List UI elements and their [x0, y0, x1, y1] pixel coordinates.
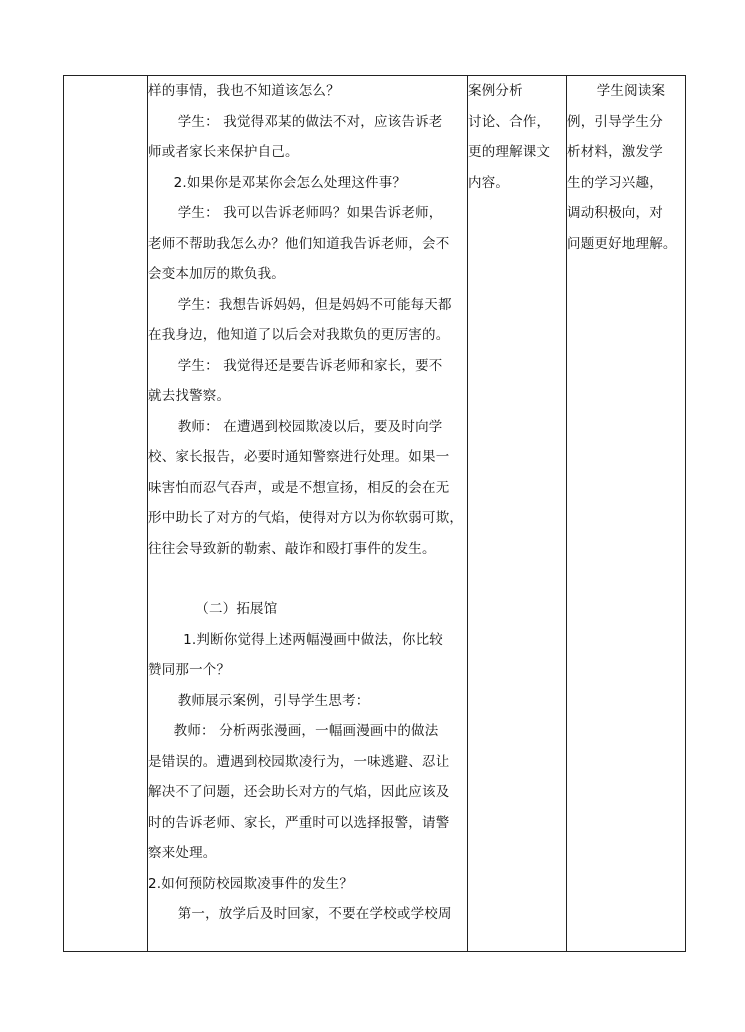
- text-line: 学生： 我觉得还是要告诉老师和家长，要不: [177, 357, 443, 374]
- text-line: 教师： 分析两张漫画，一幅画漫画中的做法: [173, 723, 439, 739]
- empty-cell: [64, 76, 148, 952]
- text-line: 在我身边，他知道了以后会对我欺负的更厉害的。: [148, 327, 450, 343]
- text-line: 调动积极向，对: [567, 205, 663, 221]
- text-line: 形中助长了对方的气焰，使得对方以为你软弱可欺，: [148, 510, 464, 526]
- text-line: 第一，放学后及时回家，不要在学校或学校周: [177, 906, 452, 922]
- text-line: 就去找警察。: [148, 388, 231, 404]
- question-line: 2.如何预防校园欺凌事件的发生？: [148, 875, 354, 892]
- text-line: 老师不帮助我怎么办？他们知道我告诉老师，会不: [148, 235, 450, 252]
- text-line: 是错误的。遭遇到校园欺凌行为，一味逃避、忍让: [148, 753, 450, 770]
- text-line: 样的事情，我也不知道该怎么？: [148, 83, 340, 99]
- spacer: [148, 564, 467, 594]
- text-line: 更的理解课文: [468, 144, 551, 160]
- text-line: 会变本加厉的欺负我。: [148, 266, 285, 282]
- text-line: 学生阅读案: [596, 83, 666, 99]
- text-line: 往往会导致新的勒索、敲诈和殴打事件的发生。: [148, 540, 436, 557]
- text-line: 讨论、合作，: [468, 113, 551, 130]
- text-line: 师或者家长来保护自己。: [148, 144, 299, 160]
- text-line: 例，引导学生分: [567, 113, 663, 130]
- lesson-plan-table: [63, 75, 686, 952]
- text-line: 生的学习兴趣，: [567, 174, 663, 191]
- text-line: 学生：我想告诉妈妈，但是妈妈不可能每天都: [177, 296, 452, 313]
- text-line: 学生： 我可以告诉老师吗？如果告诉老师，: [177, 205, 443, 221]
- question-line: 1.判断你觉得上述两幅漫画中做法，你比较: [183, 631, 443, 648]
- text-line: 教师： 在遭遇到校园欺凌以后，要及时向学: [177, 418, 443, 435]
- text-line: 析材料，激发学: [567, 144, 663, 160]
- text-line: 解决不了问题，还会助长对方的气焰，因此应该及: [148, 784, 450, 800]
- text-line: 案例分析: [468, 83, 523, 99]
- method-cell: [468, 76, 567, 952]
- text-line: 问题更好地理解。: [567, 235, 677, 252]
- question-line: 2.如果你是邓某你会怎么处理这件事？: [173, 174, 407, 191]
- teaching-process-cell: [148, 76, 468, 952]
- text-line: 味害怕而忍气吞声，或是不想宣扬，相反的会在无: [148, 479, 450, 496]
- text-line: 学生： 我觉得邓某的做法不对，应该告诉老: [177, 113, 443, 130]
- table-row: [64, 76, 686, 952]
- text-line: 时的告诉老师、家长，严重时可以选择报警，请警: [148, 814, 450, 831]
- text-line: 教师展示案例，引导学生思考：: [177, 692, 370, 709]
- text-line: 校、家长报告，必要时通知警察进行处理。如果一: [148, 449, 450, 465]
- text-line: 赞同那一个？: [148, 662, 231, 678]
- text-line: 察来处理。: [148, 845, 217, 861]
- design-intent-cell: [567, 76, 686, 952]
- text-line: 内容。: [468, 174, 510, 191]
- section-heading: （二）拓展馆: [195, 601, 278, 617]
